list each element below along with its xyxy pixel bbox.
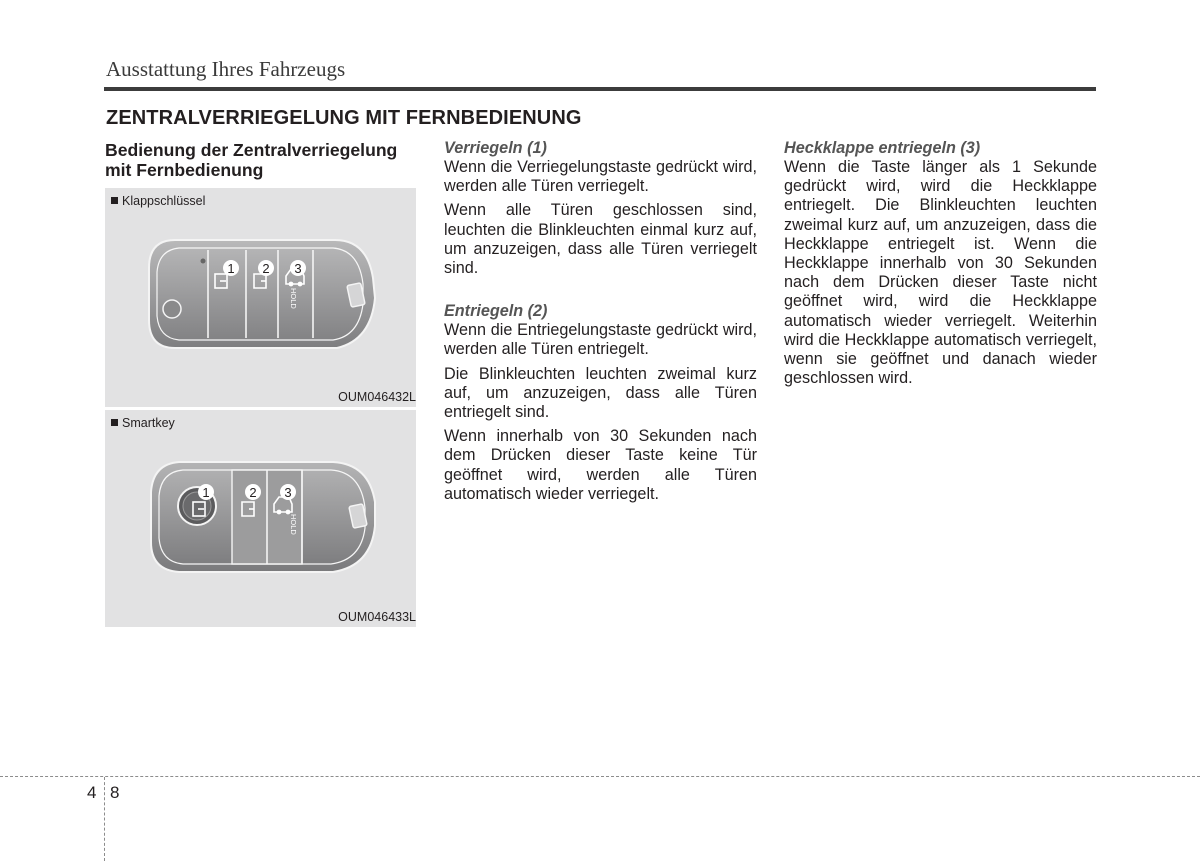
middle-column xyxy=(444,138,757,509)
smartkey-illustration xyxy=(105,410,416,627)
subheading: Bedienung der Zentralverriegelung mit Fernbedienung xyxy=(105,140,398,180)
footer-vertical-rule xyxy=(104,777,105,861)
unlock-heading: Entriegeln (2) xyxy=(444,302,548,321)
svg-text:2: 2 xyxy=(262,261,270,276)
spacer xyxy=(444,283,757,301)
tailgate-heading: Heckklappe entriegeln (3) xyxy=(784,139,981,157)
folding-key-illustration xyxy=(105,188,416,407)
chapter-header-title: Ausstattung Ihres Fahrzeugs xyxy=(106,57,346,81)
key-release-button xyxy=(163,300,181,318)
footer-rule xyxy=(0,776,1200,777)
hold-label: HOLD xyxy=(289,288,298,309)
figure-smartkey xyxy=(105,410,416,627)
section-title: ZENTRALVERRIEGELUNG MIT FERNBEDIENUNG xyxy=(106,107,582,129)
key-callout-3 xyxy=(280,484,296,500)
left-column xyxy=(105,138,420,627)
figure-folding-key xyxy=(105,188,416,407)
svg-text:3: 3 xyxy=(294,261,302,276)
hold-label: HOLD xyxy=(289,514,298,535)
svg-text:1: 1 xyxy=(202,485,210,500)
svg-text:3: 3 xyxy=(284,485,292,500)
tailgate-paragraph: Wenn die Taste länger als 1 Sekunde gedrückt wird, wird die Heckklappe entriegelt. Die Blinkleuchten leuchten zweimal kurz auf, um anzuzeigen, dass die Heckklappe entriegelt ist. Wenn die Heckklappe innerhalb von 30 Sekunden nach dem Drücken dieser Taste nicht geöffnet wird, wird die Heckklappe automatisch wieder verriegelt. Weiterhin wird die Heckklappe automatisch verriegelt, wenn sie geöffnet und danach wieder geschlossen wird. xyxy=(784,158,1097,388)
indicator-dot xyxy=(201,259,206,264)
lock-heading: Verriegeln (1) xyxy=(444,139,547,157)
figure-label-text: Smartkey xyxy=(122,416,175,430)
figure-code: OUM046432L xyxy=(338,390,416,404)
key-fob-body xyxy=(149,240,375,348)
key-callout-3 xyxy=(290,260,306,276)
chapter-number: 4 xyxy=(87,783,97,802)
page-number: 8 xyxy=(110,783,120,802)
key-callout-2 xyxy=(258,260,274,276)
key-callout-1 xyxy=(198,484,214,500)
unlock-paragraph-2: Die Blinkleuchten leuchten zweimal kurz auf, um anzuzeigen, dass alle Türen entriegelt sind. xyxy=(444,364,757,422)
svg-text:2: 2 xyxy=(249,485,257,500)
key-callout-1 xyxy=(223,260,239,276)
figure-code: OUM046433L xyxy=(338,610,416,624)
right-column xyxy=(784,138,1097,393)
figure-label-text: Klappschlüssel xyxy=(122,194,206,208)
unlock-paragraph-1: Wenn die Entriegelungstaste gedrückt wird, werden alle Türen entriegelt. xyxy=(444,321,757,359)
header-rule xyxy=(104,87,1096,91)
key-callout-2 xyxy=(245,484,261,500)
unlock-paragraph-3: Wenn innerhalb von 30 Sekunden nach dem Drücken dieser Taste keine Tür geöffnet wird, werden alle Türen automatisch wieder verriegelt. xyxy=(444,427,757,503)
lock-paragraph-2: Wenn alle Türen geschlossen sind, leuchten die Blinkleuchten einmal kurz auf, um anzuzeigen, dass alle Türen verriegelt sind. xyxy=(444,201,757,278)
svg-text:1: 1 xyxy=(227,261,235,276)
lock-paragraph-1: Wenn die Verriegelungstaste gedrückt wird, werden alle Türen verriegelt. xyxy=(444,158,757,196)
